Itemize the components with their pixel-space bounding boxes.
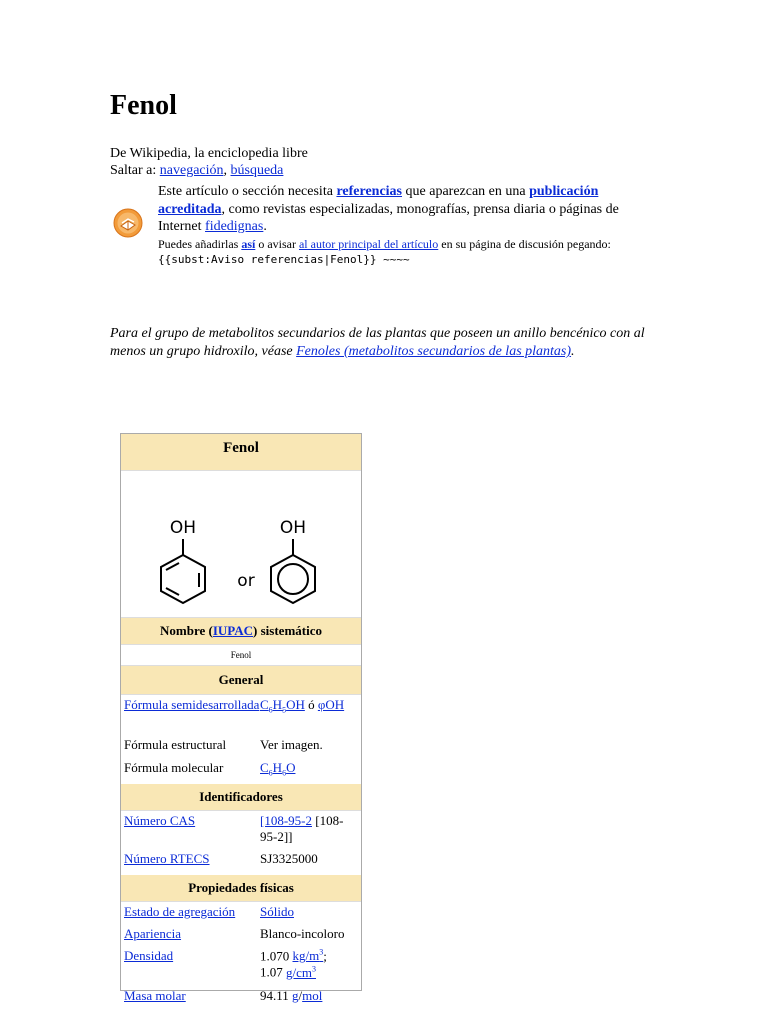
notice-text: Puedes añadirlas — [158, 236, 239, 251]
search-link[interactable]: búsqueda — [230, 163, 284, 178]
page-title: Fenol — [110, 90, 177, 121]
mol-link[interactable]: mol — [302, 988, 323, 1003]
jump-separator: , — [223, 163, 228, 178]
solid-link[interactable]: Sólido — [260, 904, 294, 919]
phi-oh-link[interactable]: φOH — [317, 697, 345, 712]
references-link[interactable]: referencias — [336, 184, 403, 199]
table-row — [121, 948, 361, 988]
molar-mass-value: 94.11 g/mol — [260, 988, 323, 1003]
iupac-link[interactable]: IUPAC — [212, 623, 254, 638]
mol-formula-link[interactable]: $C_6H_6O$ — [260, 760, 296, 778]
iupac-header — [121, 618, 361, 645]
general-header: General — [121, 666, 361, 695]
dab-text: Para el grupo de metabolitos secundarios de las plantas que poseen un anillo bencénico con al menos un grupo hidroxilo, véase — [110, 326, 645, 359]
table-row — [121, 926, 361, 948]
cas-rest: [108-95-2]] — [260, 813, 344, 844]
iupac-post: ) sistemático — [253, 623, 322, 638]
table-row — [121, 697, 361, 737]
struct-formula-label: Fórmula estructural — [124, 737, 227, 752]
cas-value — [260, 813, 358, 851]
notice-text: en su página de discusión pegando: — [441, 236, 611, 251]
dab-end: . — [571, 344, 575, 359]
semi-formula-value — [260, 697, 358, 737]
jump-label: Saltar a: — [110, 163, 157, 178]
notice-main — [158, 183, 658, 236]
physical-props-header: Propiedades físicas — [121, 875, 361, 902]
jump-links — [110, 163, 283, 179]
semi-formula-link[interactable]: Fórmula semidesarrollada — [124, 697, 260, 712]
book-icon — [113, 208, 143, 238]
semi-formula-value-link[interactable]: $C_6H_5OH$ — [260, 697, 305, 715]
or-text: ó — [308, 697, 315, 712]
reliable-link[interactable]: fidedignas — [205, 219, 264, 234]
table-row — [121, 904, 361, 926]
iupac-pre: Nombre ( — [160, 623, 213, 638]
site-subtitle: De Wikipedia, la enciclopedia libre — [110, 146, 308, 161]
cas-value-link[interactable]: [108-95-2 — [260, 813, 312, 828]
main-author-link[interactable]: al autor principal del artículo — [298, 236, 439, 251]
notice-text: . — [263, 219, 267, 234]
table-row — [121, 988, 361, 1010]
table-row — [121, 760, 361, 784]
density-link[interactable]: Densidad — [124, 948, 174, 963]
identifiers-header: Identificadores — [121, 784, 361, 811]
or-label: or — [237, 571, 255, 591]
infobox-title: Fenol — [121, 434, 361, 471]
notice-text: o avisar — [258, 236, 296, 251]
table-row — [121, 737, 361, 760]
kg-m3-link[interactable]: $kg/m^3$ — [292, 948, 324, 964]
struct-formula-value: Ver imagen. — [260, 737, 323, 752]
state-link[interactable]: Estado de agregación — [124, 904, 236, 919]
add-here-link[interactable]: así — [241, 236, 256, 251]
rtecs-link[interactable]: Número RTECS — [124, 851, 210, 866]
cas-link[interactable]: Número CAS — [124, 813, 196, 828]
infobox — [120, 433, 362, 1003]
publication-link[interactable]: publicación acreditada — [158, 184, 599, 217]
disambiguation-note — [110, 325, 655, 361]
iupac-value: Fenol — [121, 645, 361, 666]
notice-text: que aparezcan en una — [405, 184, 526, 199]
table-row — [121, 851, 361, 875]
navigation-link[interactable]: navegación — [159, 163, 224, 178]
density-value: 1.070 $kg/m^3$; 1.07 $g/cm^3$ — [260, 948, 327, 980]
g-cm3-link[interactable]: $g/cm^3$ — [286, 964, 316, 980]
structure-image — [121, 471, 361, 618]
molar-mass-link[interactable]: Masa molar — [124, 988, 186, 1003]
oh-label: OH — [169, 518, 197, 538]
table-row — [121, 813, 361, 851]
notice-text: , como revistas especializadas, monografías, prensa diaria o páginas de Internet — [158, 201, 619, 234]
notice-text: Este artículo o sección necesita — [158, 184, 333, 199]
appearance-link[interactable]: Apariencia — [124, 926, 182, 941]
references-notice — [158, 183, 658, 267]
dab-link[interactable]: Fenoles (metabolitos secundarios de las plantas) — [296, 344, 572, 359]
notice-help — [158, 237, 658, 267]
appearance-value: Blanco-incoloro — [260, 926, 345, 941]
oh-label: OH — [279, 518, 307, 538]
template-code: {{subst:Aviso referencias|Fenol}} ~~~~ — [158, 252, 410, 266]
rtecs-value: SJ3325000 — [260, 851, 318, 866]
mol-formula-label: Fórmula molecular — [124, 760, 224, 775]
gram-link[interactable]: g — [292, 988, 299, 1003]
